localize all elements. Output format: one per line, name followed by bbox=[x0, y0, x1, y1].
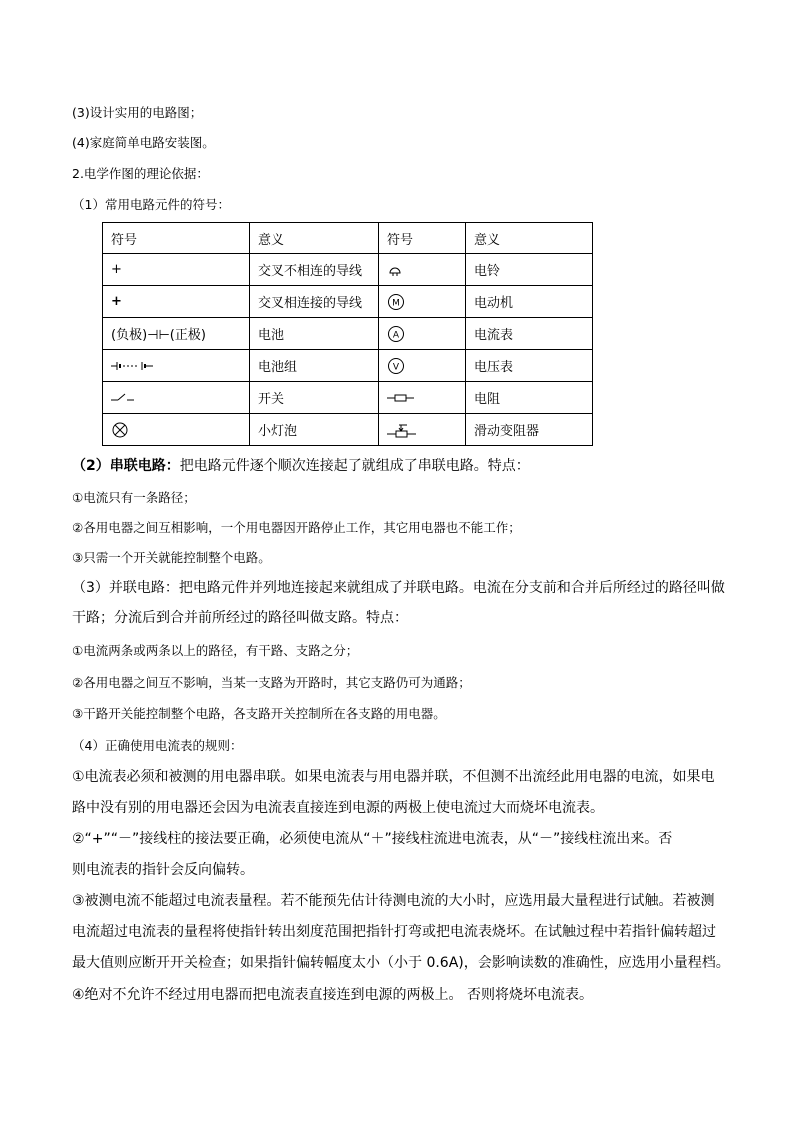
symbol-table bbox=[102, 222, 593, 446]
switch-icon bbox=[103, 382, 250, 414]
list-item: ③干路开关能控制整个电路，各支路开关控制所在各支路的用电器。 bbox=[72, 706, 446, 721]
header-meaning-1: 意义 bbox=[250, 223, 379, 254]
ammeter-heading: （4）正确使用电流表的规则： bbox=[72, 738, 243, 753]
table-cell: 小灯泡 bbox=[250, 414, 379, 446]
ammeter-rule-4: ④绝对不允许不经过用电器而把电流表直接连到电源的两极上。 否则将烧坏电流表。 bbox=[72, 987, 593, 1003]
table-cell: 交叉相连接的导线 bbox=[250, 286, 379, 318]
ammeter-rule-1: ①电流表必须和被测的用电器串联。如果电流表与用电器并联，不但测不出流经此用电器的电流，如果电 bbox=[72, 769, 715, 785]
table-row bbox=[103, 382, 593, 414]
header-meaning-2: 意义 bbox=[466, 223, 593, 254]
table-cell: 交叉不相连的导线 bbox=[250, 254, 379, 286]
series-title: （2）串联电路： bbox=[72, 458, 180, 474]
header-symbol-1: 符号 bbox=[103, 223, 250, 254]
list-item: ①电流只有一条路径； bbox=[72, 490, 196, 505]
motor-icon bbox=[379, 286, 466, 318]
header-symbol-2: 符号 bbox=[379, 223, 466, 254]
list-item: ③只需一个开关就能控制整个电路。 bbox=[72, 550, 271, 565]
table-row bbox=[103, 286, 593, 318]
battery-pack-icon bbox=[103, 350, 250, 382]
svg-text:A: A bbox=[392, 330, 400, 340]
table-row bbox=[103, 350, 593, 382]
table-cell: 电铃 bbox=[466, 254, 593, 286]
table-row bbox=[103, 254, 593, 286]
series-text: 把电路元件逐个顺次连接起了就组成了串联电路。特点： bbox=[179, 458, 530, 474]
voltmeter-icon bbox=[379, 350, 466, 382]
list-item: ①电流两条或两条以上的路径，有干路、支路之分； bbox=[72, 643, 359, 658]
svg-text:M: M bbox=[392, 298, 400, 308]
list-item: ②各用电器之间互不影响，当某一支路为开路时，其它支路仍可为通路； bbox=[72, 675, 471, 690]
bell-icon bbox=[379, 254, 466, 286]
lamp-icon bbox=[103, 414, 250, 446]
intro-line-2: (4)家庭简单电路安装图。 bbox=[72, 135, 215, 150]
intro-line-3: 2.电学作图的理论依据： bbox=[72, 166, 209, 181]
resistor-icon bbox=[379, 382, 466, 414]
table-header-row bbox=[103, 223, 593, 254]
ammeter-rule-3: ③被测电流不能超过电流表量程。若不能预先估计待测电流的大小时，应选用最大量程进行试触。若被测 bbox=[72, 893, 715, 909]
table-cell: 电压表 bbox=[466, 350, 593, 382]
ammeter-rule-2-cont: 则电流表的指针会反向偏转。 bbox=[72, 862, 254, 878]
table-row bbox=[103, 414, 593, 446]
ammeter-rule-3-cont2: 最大值则应断开开关检查；如果指针偏转幅度太小（小于 0.6A)，会影响读数的准确性，应选用小量程档。 bbox=[72, 955, 730, 971]
table-cell: 电流表 bbox=[466, 318, 593, 350]
battery-cell-symbol: (负极)⊣⊢(正极) bbox=[103, 318, 250, 350]
table-cell: 电动机 bbox=[466, 286, 593, 318]
intro-line-1: (3)设计实用的电路图； bbox=[72, 105, 203, 120]
table-cell: 电池组 bbox=[250, 350, 379, 382]
table-cell: 电池 bbox=[250, 318, 379, 350]
table-cell: 开关 bbox=[250, 382, 379, 414]
ammeter-rule-3-cont: 电流超过电流表的量程将使指针转出刻度范围把指针打弯或把电流表烧坏。在试触过程中若指针偏转超过 bbox=[72, 924, 716, 940]
ammeter-rule-1-cont: 路中没有别的用电器还会因为电流表直接连到电源的两极上使电流过大而烧坏电流表。 bbox=[72, 800, 604, 816]
table-row bbox=[103, 318, 593, 350]
cross-unconnected-icon: + bbox=[103, 254, 250, 286]
ammeter-rule-2: ②“+”“－”接线柱的接法要正确，必须使电流从“＋”接线柱流进电流表，从“－”接线柱流出来。否 bbox=[72, 831, 673, 847]
ammeter-icon bbox=[379, 318, 466, 350]
list-item: ②各用电器之间互相影响，一个用电器因开路停止工作，其它用电器也不能工作； bbox=[72, 520, 521, 535]
cross-connected-icon: + bbox=[103, 286, 250, 318]
svg-text:V: V bbox=[392, 362, 400, 372]
rheostat-icon bbox=[379, 414, 466, 446]
intro-line-4: （1）常用电路元件的符号： bbox=[72, 197, 230, 212]
series-heading bbox=[72, 456, 732, 476]
parallel-line-1: （3）并联电路：把电路元件并列地连接起来就组成了并联电路。电流在分支前和合并后所经过的路径叫做 bbox=[72, 580, 725, 596]
table-cell: 电阻 bbox=[466, 382, 593, 414]
parallel-line-2: 干路；分流后到合并前所经过的路径叫做支路。特点： bbox=[72, 610, 408, 626]
table-cell: 滑动变阻器 bbox=[466, 414, 593, 446]
